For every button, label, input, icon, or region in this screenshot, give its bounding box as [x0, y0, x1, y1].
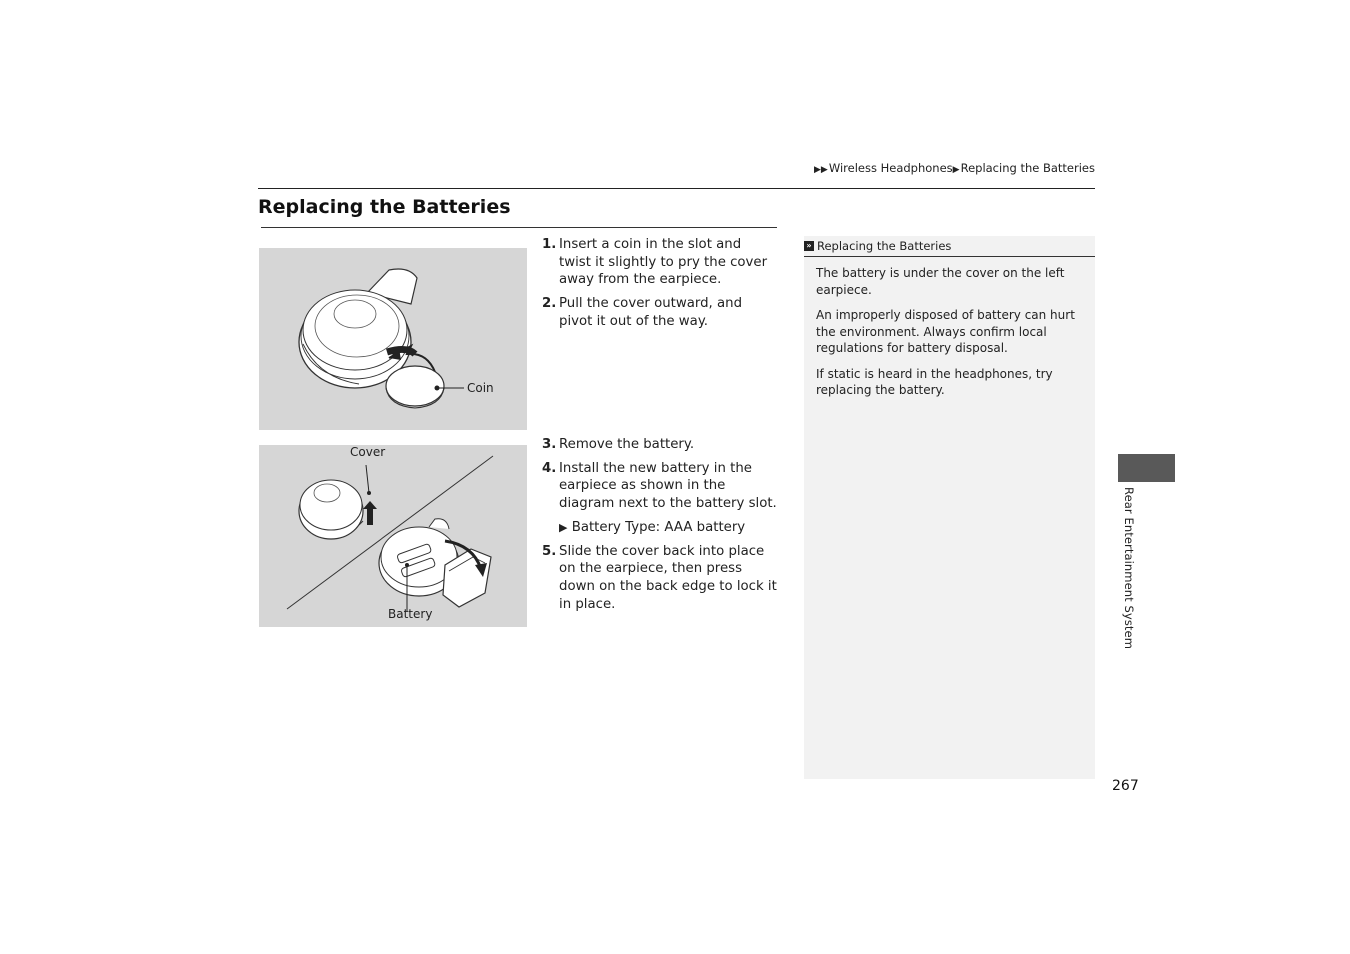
battery-label: Battery [388, 607, 433, 621]
step-text: Insert a coin in the slot and twist it slightly to pry the cover away from the earpiece. [559, 237, 768, 288]
steps-list-2 [542, 436, 777, 619]
step-item [542, 543, 777, 614]
title-rule [261, 227, 777, 228]
step-item [542, 236, 777, 289]
arrow-icon: ▶ [952, 165, 960, 175]
chapter-tab [1118, 454, 1175, 482]
breadcrumb-page: Replacing the Batteries [960, 161, 1095, 175]
note-paragraph: If static is heard in the headphones, try replacing the battery. [816, 366, 1053, 397]
step-number: 2. [542, 296, 557, 312]
cover-label: Cover [350, 445, 386, 459]
note-heading [804, 236, 1095, 257]
step-item [542, 436, 777, 454]
note-heading-text: Replacing the Batteries [817, 238, 952, 253]
earpiece-coin-illustration [259, 248, 527, 430]
step-number: 5. [542, 543, 557, 559]
step-item [542, 460, 777, 513]
header-rule [258, 188, 1095, 189]
step-text: Remove the battery. [559, 437, 695, 452]
battery-type-note [542, 519, 777, 537]
breadcrumb [814, 161, 1095, 175]
step-text: Install the new battery in the earpiece as shown in the diagram next to the battery slot. [559, 460, 777, 512]
note-icon: » [804, 241, 814, 251]
note-sidebar [804, 236, 1095, 779]
step-text: Slide the cover back into place on the earpiece, then press down on the back edge to lock it in place. [559, 543, 777, 612]
battery-type-text: Battery Type: AAA battery [571, 519, 746, 535]
step-item [542, 295, 777, 330]
arrow-icon: ▶ [559, 520, 568, 534]
battery-figure [259, 445, 527, 627]
earpiece-battery-illustration [259, 445, 527, 627]
steps-list-1 [542, 236, 777, 337]
step-number: 1. [542, 237, 557, 252]
note-paragraph: The battery is under the cover on the left earpiece. [816, 266, 1065, 297]
breadcrumb-section: Wireless Headphones [828, 161, 953, 175]
chapter-tab-label: Rear Entertainment System [1122, 487, 1136, 650]
step-text: Pull the cover outward, and pivot it out of the way. [559, 296, 743, 329]
coin-figure [259, 248, 527, 430]
page-title: Replacing the Batteries [258, 196, 511, 218]
step-number: 3. [542, 437, 557, 452]
double-arrow-icon: ▶▶ [814, 165, 828, 175]
step-number: 4. [542, 460, 557, 476]
note-paragraph: An improperly disposed of battery can hurt the environment. Always confirm local regulations for battery disposal. [816, 308, 1075, 355]
coin-label: Coin [467, 381, 494, 395]
page-number: 267 [1112, 778, 1139, 794]
note-body [804, 257, 1095, 399]
